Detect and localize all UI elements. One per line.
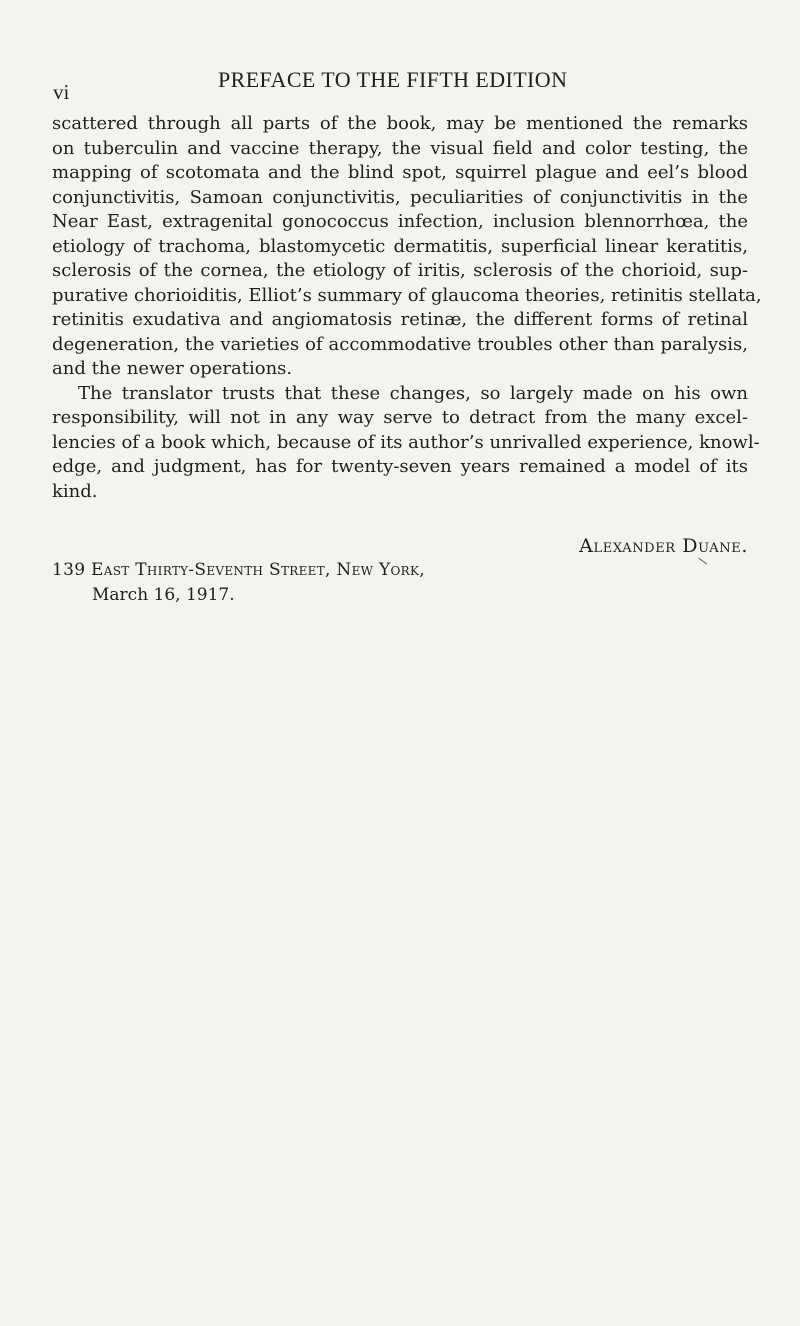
text-line: retinitis exudativa and angiomatosis retinæ, the different forms of retinal (52, 309, 748, 330)
text-line: and the newer operations. (52, 358, 293, 379)
text-line: purative chorioiditis, Elliot’s summary of glaucoma theories, retinitis stellata, (52, 284, 762, 306)
street-address: 139 East Thirty-Seventh Street, New York, (52, 560, 425, 580)
text-line: etiology of trachoma, blastomycetic dermatitis, superficial linear keratitis, (52, 235, 748, 257)
text-line: scattered through all parts of the book, may be mentioned the remarks (52, 113, 748, 134)
date-line: March 16, 1917. (92, 585, 235, 605)
text-line: conjunctivitis, Samoan conjunctivitis, peculiarities of conjunctivitis in the (52, 186, 748, 208)
text-line: responsibility, will not in any way serve to detract from the many excel- (52, 407, 748, 428)
text-line: Near East, extragenital gonococcus infection, inclusion blennorrhœa, the (52, 211, 748, 232)
preface-body (52, 112, 762, 504)
text-line: on tuberculin and vaccine therapy, the visual field and color testing, the (52, 137, 748, 159)
text-line: mapping of scotomata and the blind spot, squirrel plague and eel’s blood (52, 162, 748, 183)
paragraph (52, 112, 762, 382)
text-line: kind. (52, 480, 98, 502)
address-block (52, 558, 425, 608)
text-line: lencies of a book which, because of its author’s unrivalled experience, knowl- (52, 431, 760, 453)
ink-mark (695, 558, 707, 569)
author-signature: Alexander Duane. (579, 535, 748, 557)
text-line: edge, and judgment, has for twenty-seven years remained a model of its (52, 456, 748, 477)
text-line: sclerosis of the cornea, the etiology of iritis, sclerosis of the chorioid, sup- (52, 260, 748, 281)
page-number: vi (53, 80, 70, 104)
text-line: degeneration, the varieties of accommodative troubles other than paralysis, (52, 333, 748, 355)
paragraph (52, 382, 760, 505)
text-line: The translator trusts that these changes, so largely made on his own (78, 382, 748, 404)
running-head: PREFACE TO THE FIFTH EDITION (218, 67, 568, 92)
